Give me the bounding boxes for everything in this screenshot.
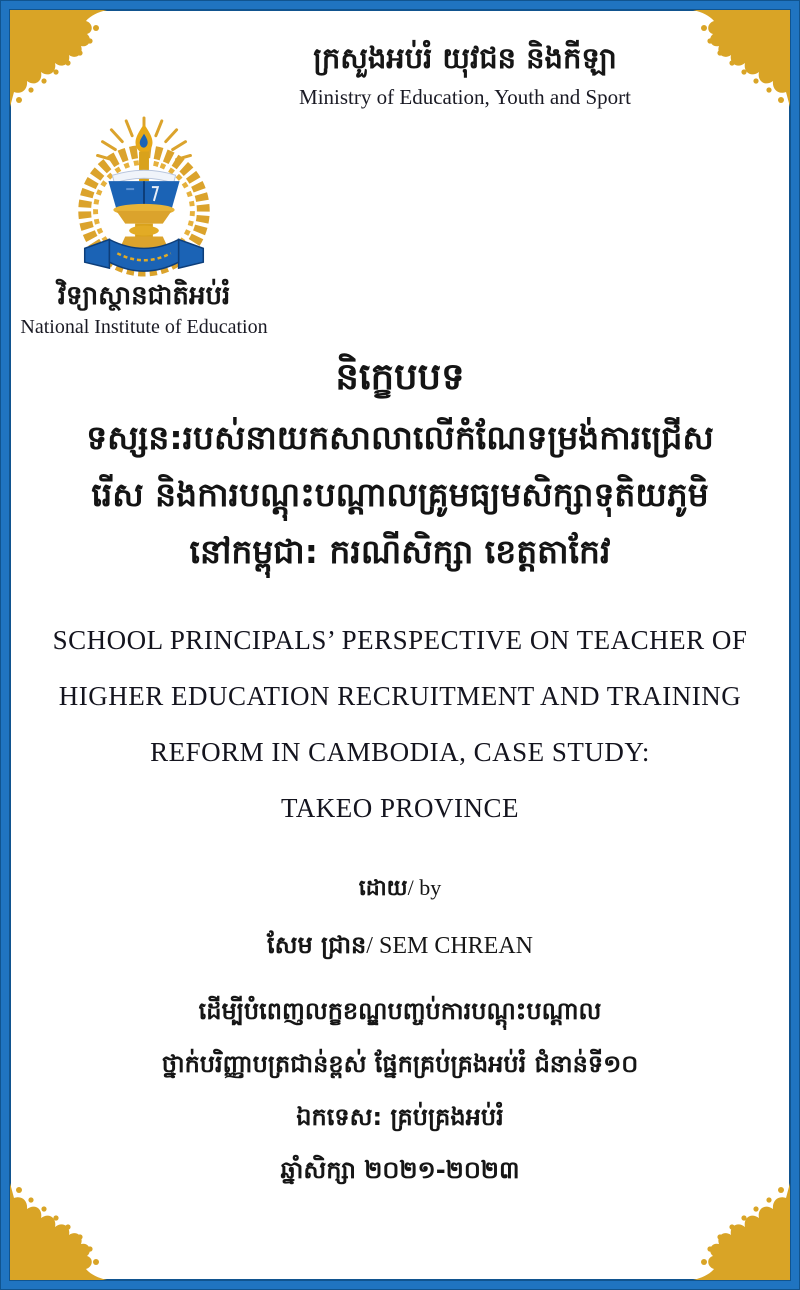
by-label-khmer: ដោយ — [358, 876, 408, 901]
thesis-title-km-line: ទស្សន:របស់នាយកសាលាលើកំណែទម្រង់ការជ្រើស — [86, 418, 714, 457]
thesis-title-english — [14, 612, 786, 836]
ministry-header — [0, 34, 800, 112]
purpose-line: ដើម្បីបំពេញលក្ខខណ្ឌបញ្ចប់ការបណ្តុះបណ្តាល — [198, 997, 602, 1025]
thesis-title-km-line: នៅកម្ពុជា: ករណីសិក្សា ខេត្តតាកែវ — [189, 532, 611, 571]
author-block — [0, 860, 800, 974]
institute-name-khmer: វិទ្យាស្ថានជាតិអប់រំ — [57, 281, 231, 311]
thesis-title-khmer — [14, 345, 786, 580]
thesis-title-km-line: រើស និងការបណ្តុះបណ្តាលគ្រូមធ្យមសិក្សាទុតិយភូមិ — [91, 475, 709, 514]
open-book-icon — [108, 170, 179, 209]
thesis-title-en-line: HIGHER EDUCATION RECRUITMENT AND TRAINING — [58, 681, 742, 711]
author-name-english: / SEM CHREAN — [366, 933, 533, 959]
ministry-name-english: Ministry of Education, Youth and Sport — [299, 85, 631, 109]
purpose-line: ថ្នាក់បរិញ្ញាបត្រជាន់ខ្ពស់ ផ្នែកគ្រប់គ្រងអប់រំ ជំនាន់ទី១០ — [161, 1050, 639, 1078]
academic-year-line: ឆ្នាំសិក្សា ២០២១-២០២៣ — [280, 1156, 520, 1184]
thesis-label-khmer: និក្ខេបបទ — [335, 355, 465, 398]
institute-block — [8, 112, 280, 340]
by-label — [0, 860, 800, 917]
national-institute-of-education-emblem-logo — [63, 112, 225, 280]
thesis-title-en-line: TAKEO PROVINCE — [280, 793, 520, 823]
ministry-name-khmer: ក្រសួងអប់រំ យុវជន និងកីឡា — [313, 41, 617, 75]
footer-block — [0, 985, 800, 1197]
specialization-line: ឯកទេស: គ្រប់គ្រងអប់រំ — [296, 1103, 504, 1131]
thesis-title-en-line: SCHOOL PRINCIPALS’ PERSPECTIVE ON TEACHER OF — [52, 625, 748, 655]
thesis-title-en-line: REFORM IN CAMBODIA, CASE STUDY: — [150, 737, 650, 767]
author-name-khmer: សែម ជ្រាន — [267, 931, 367, 959]
institute-name-english: National Institute of Education — [20, 316, 268, 338]
author-name — [0, 917, 800, 974]
by-label-english: / by — [407, 875, 442, 900]
